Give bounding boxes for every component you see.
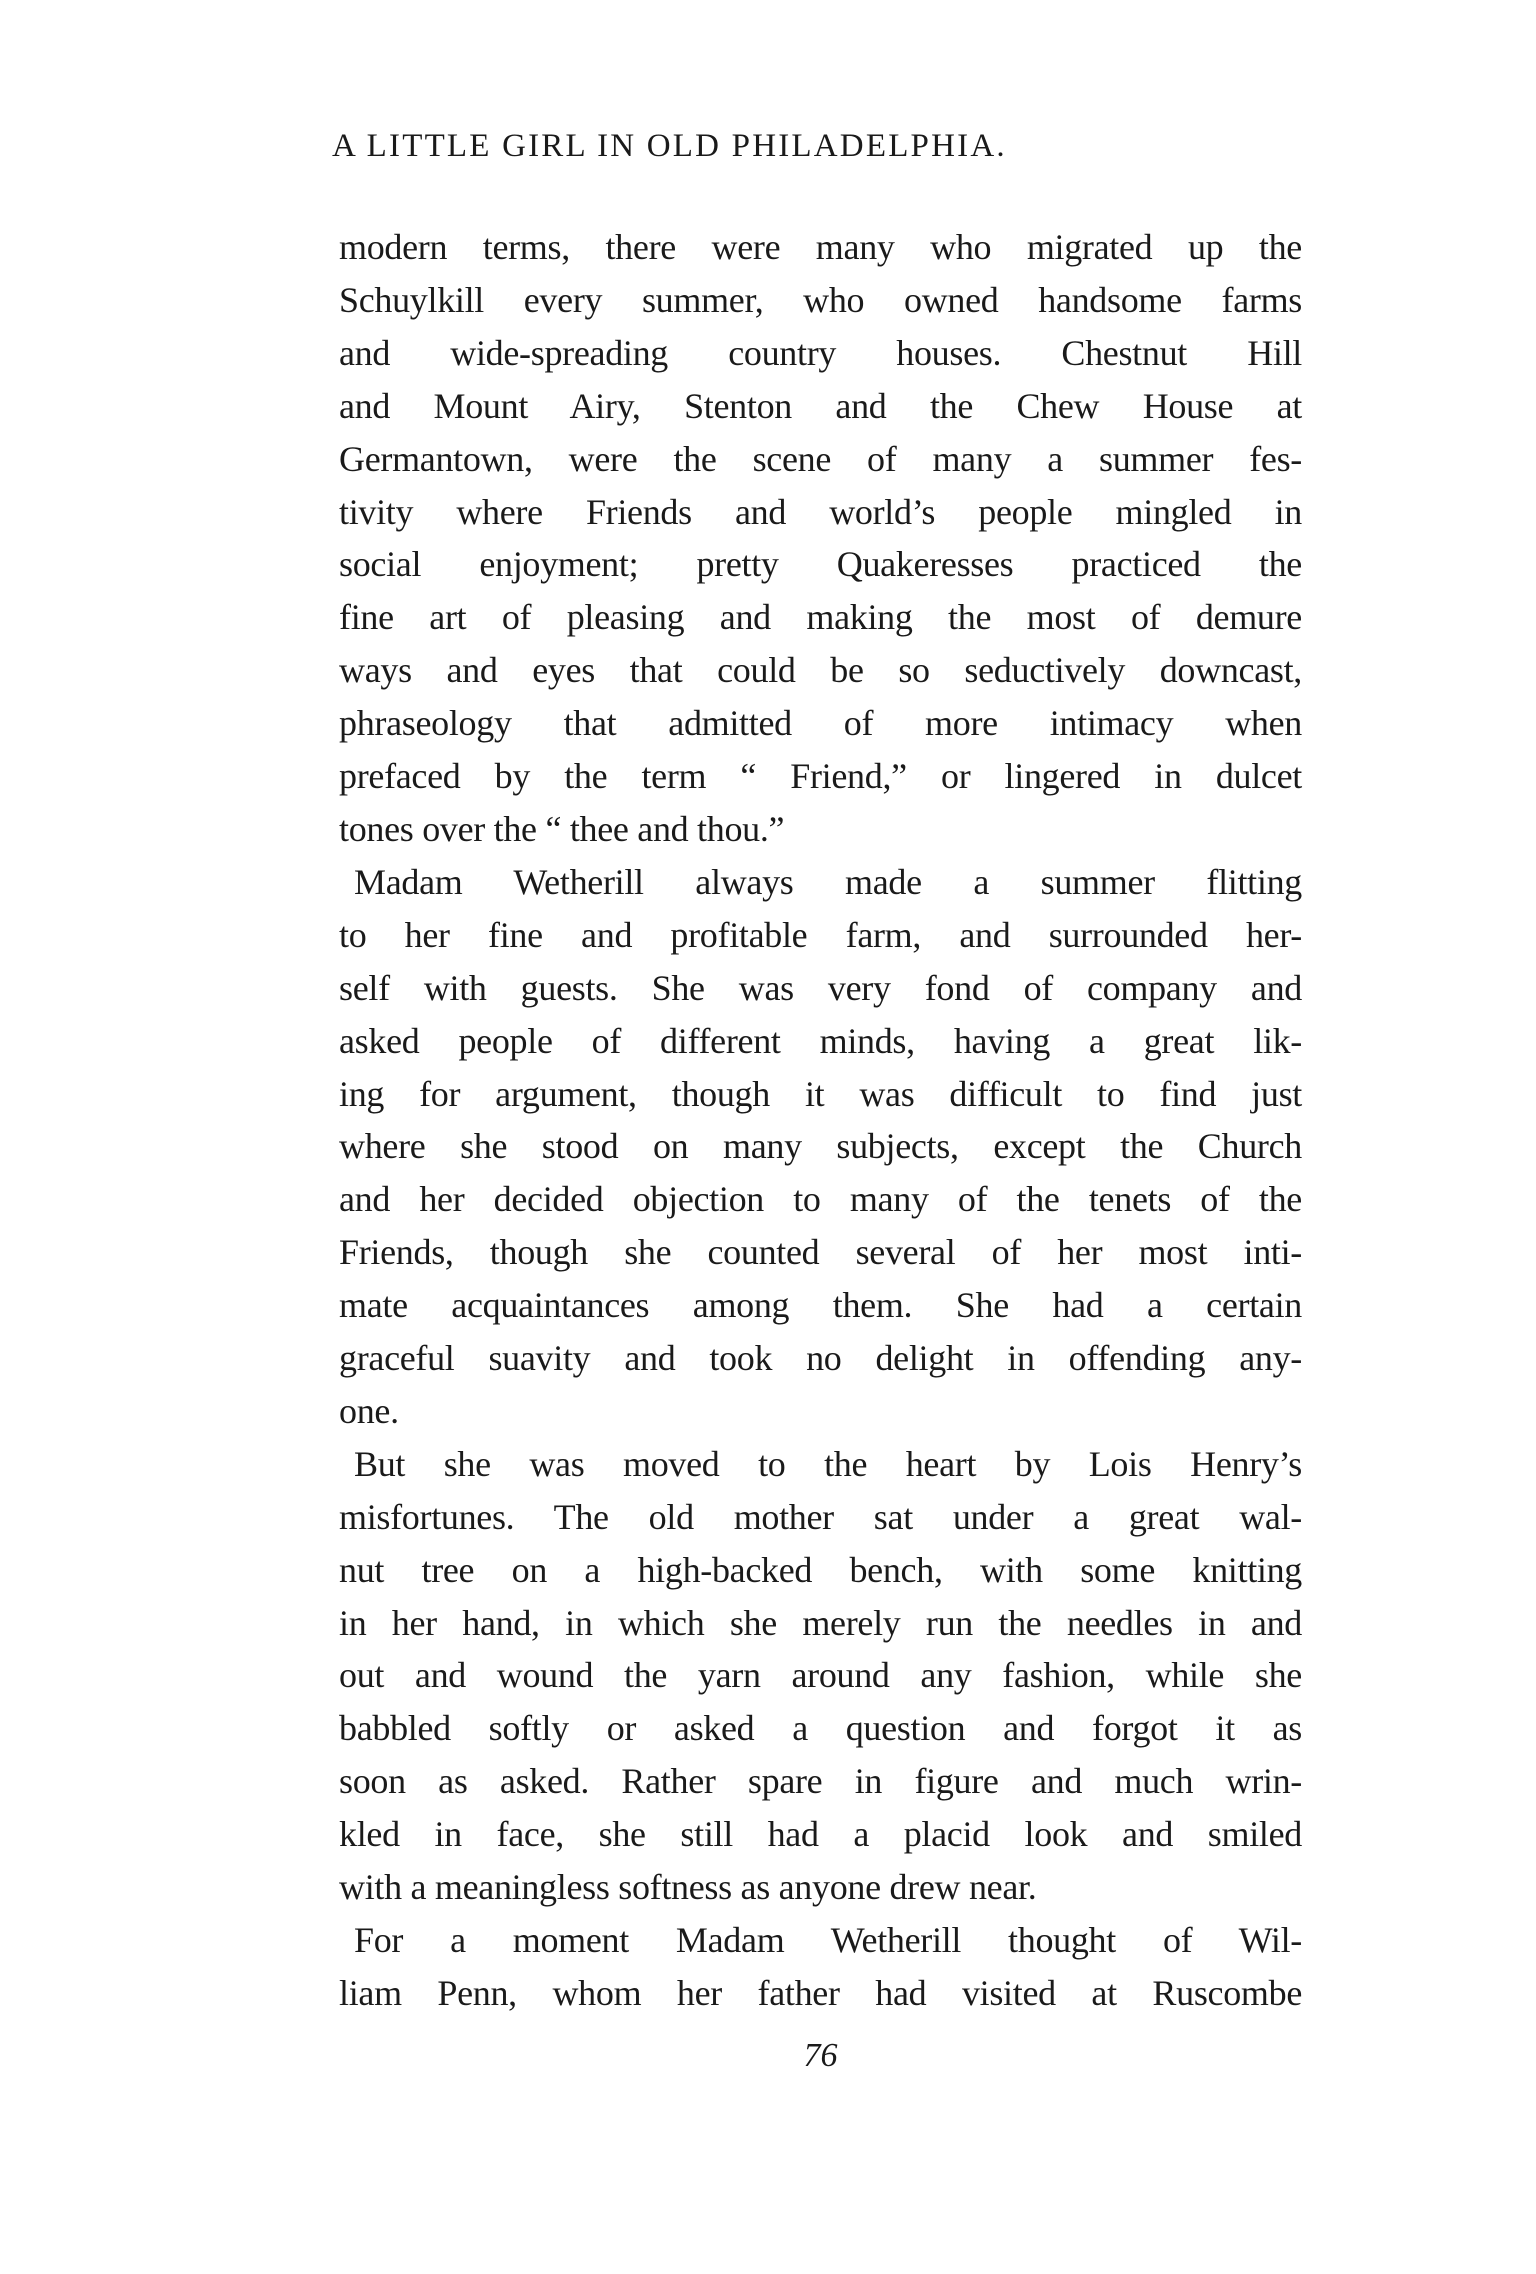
text-line: tones over the “ thee and thou.”: [339, 808, 785, 849]
text-line: ways and eyes that could be so seductively downcast,: [339, 650, 1302, 691]
paragraph: [339, 1914, 1302, 2020]
text-line: But she was moved to the heart by Lois Henry’s: [354, 1443, 1302, 1484]
text-line: soon as asked. Rather spare in figure and much wrin-: [339, 1761, 1302, 1802]
page-body: [339, 221, 1302, 2076]
text-line: and Mount Airy, Stenton and the Chew House at: [339, 385, 1302, 426]
text-line: graceful suavity and took no delight in offending any-: [339, 1338, 1302, 1379]
text-line: social enjoyment; pretty Quakeresses practiced the: [339, 544, 1302, 585]
text-line: in her hand, in which she merely run the needles in and: [339, 1602, 1302, 1643]
text-line: Madam Wetherill always made a summer flitting: [354, 861, 1302, 902]
text-line: babbled softly or asked a question and forgot it as: [339, 1708, 1302, 1749]
text-line: Schuylkill every summer, who owned handsome farms: [339, 279, 1302, 320]
text-line: asked people of different minds, having a great lik-: [339, 1020, 1302, 1061]
page-number: 76: [803, 2036, 838, 2074]
text-line: and her decided objection to many of the tenets of the: [339, 1179, 1302, 1220]
text-line: mate acquaintances among them. She had a certain: [339, 1285, 1302, 1326]
paragraph: [339, 856, 1302, 1438]
text-line: Friends, though she counted several of her most inti-: [339, 1232, 1302, 1273]
text-line: with a meaningless softness as anyone drew near.: [339, 1867, 1037, 1908]
text-line: prefaced by the term “ Friend,” or lingered in dulcet: [339, 756, 1302, 797]
text-line: Germantown, were the scene of many a summer fes-: [339, 438, 1302, 479]
paragraph: [339, 1438, 1302, 1914]
text-line: nut tree on a high-backed bench, with some knitting: [339, 1549, 1302, 1590]
text-line: where she stood on many subjects, except the Church: [339, 1126, 1302, 1167]
text-line: tivity where Friends and world’s people mingled in: [339, 491, 1302, 532]
text-line: modern terms, there were many who migrated up the: [339, 227, 1302, 267]
text-line: liam Penn, whom her father had visited at Ruscombe: [339, 1972, 1302, 2013]
text-line: misfortunes. The old mother sat under a great wal-: [339, 1496, 1302, 1537]
text-line: out and wound the yarn around any fashion, while she: [339, 1655, 1302, 1696]
text-line: one.: [339, 1390, 399, 1431]
text-line: to her fine and profitable farm, and surrounded her-: [339, 914, 1302, 955]
text-line: For a moment Madam Wetherill thought of Wil-: [354, 1920, 1302, 1960]
text-line: kled in face, she still had a placid look and smiled: [339, 1814, 1302, 1855]
text-line: and wide-spreading country houses. Chestnut Hill: [339, 332, 1302, 373]
text-line: fine art of pleasing and making the most of demure: [339, 597, 1302, 638]
paragraphs: [339, 221, 1302, 2020]
running-header: A LITTLE GIRL IN OLD PHILADELPHIA.: [332, 128, 1007, 164]
text-line: self with guests. She was very fond of company and: [339, 967, 1302, 1008]
text-line: ing for argument, though it was difficult to find just: [339, 1073, 1302, 1114]
text-line: phraseology that admitted of more intimacy when: [339, 703, 1302, 744]
paragraph: [339, 221, 1302, 856]
